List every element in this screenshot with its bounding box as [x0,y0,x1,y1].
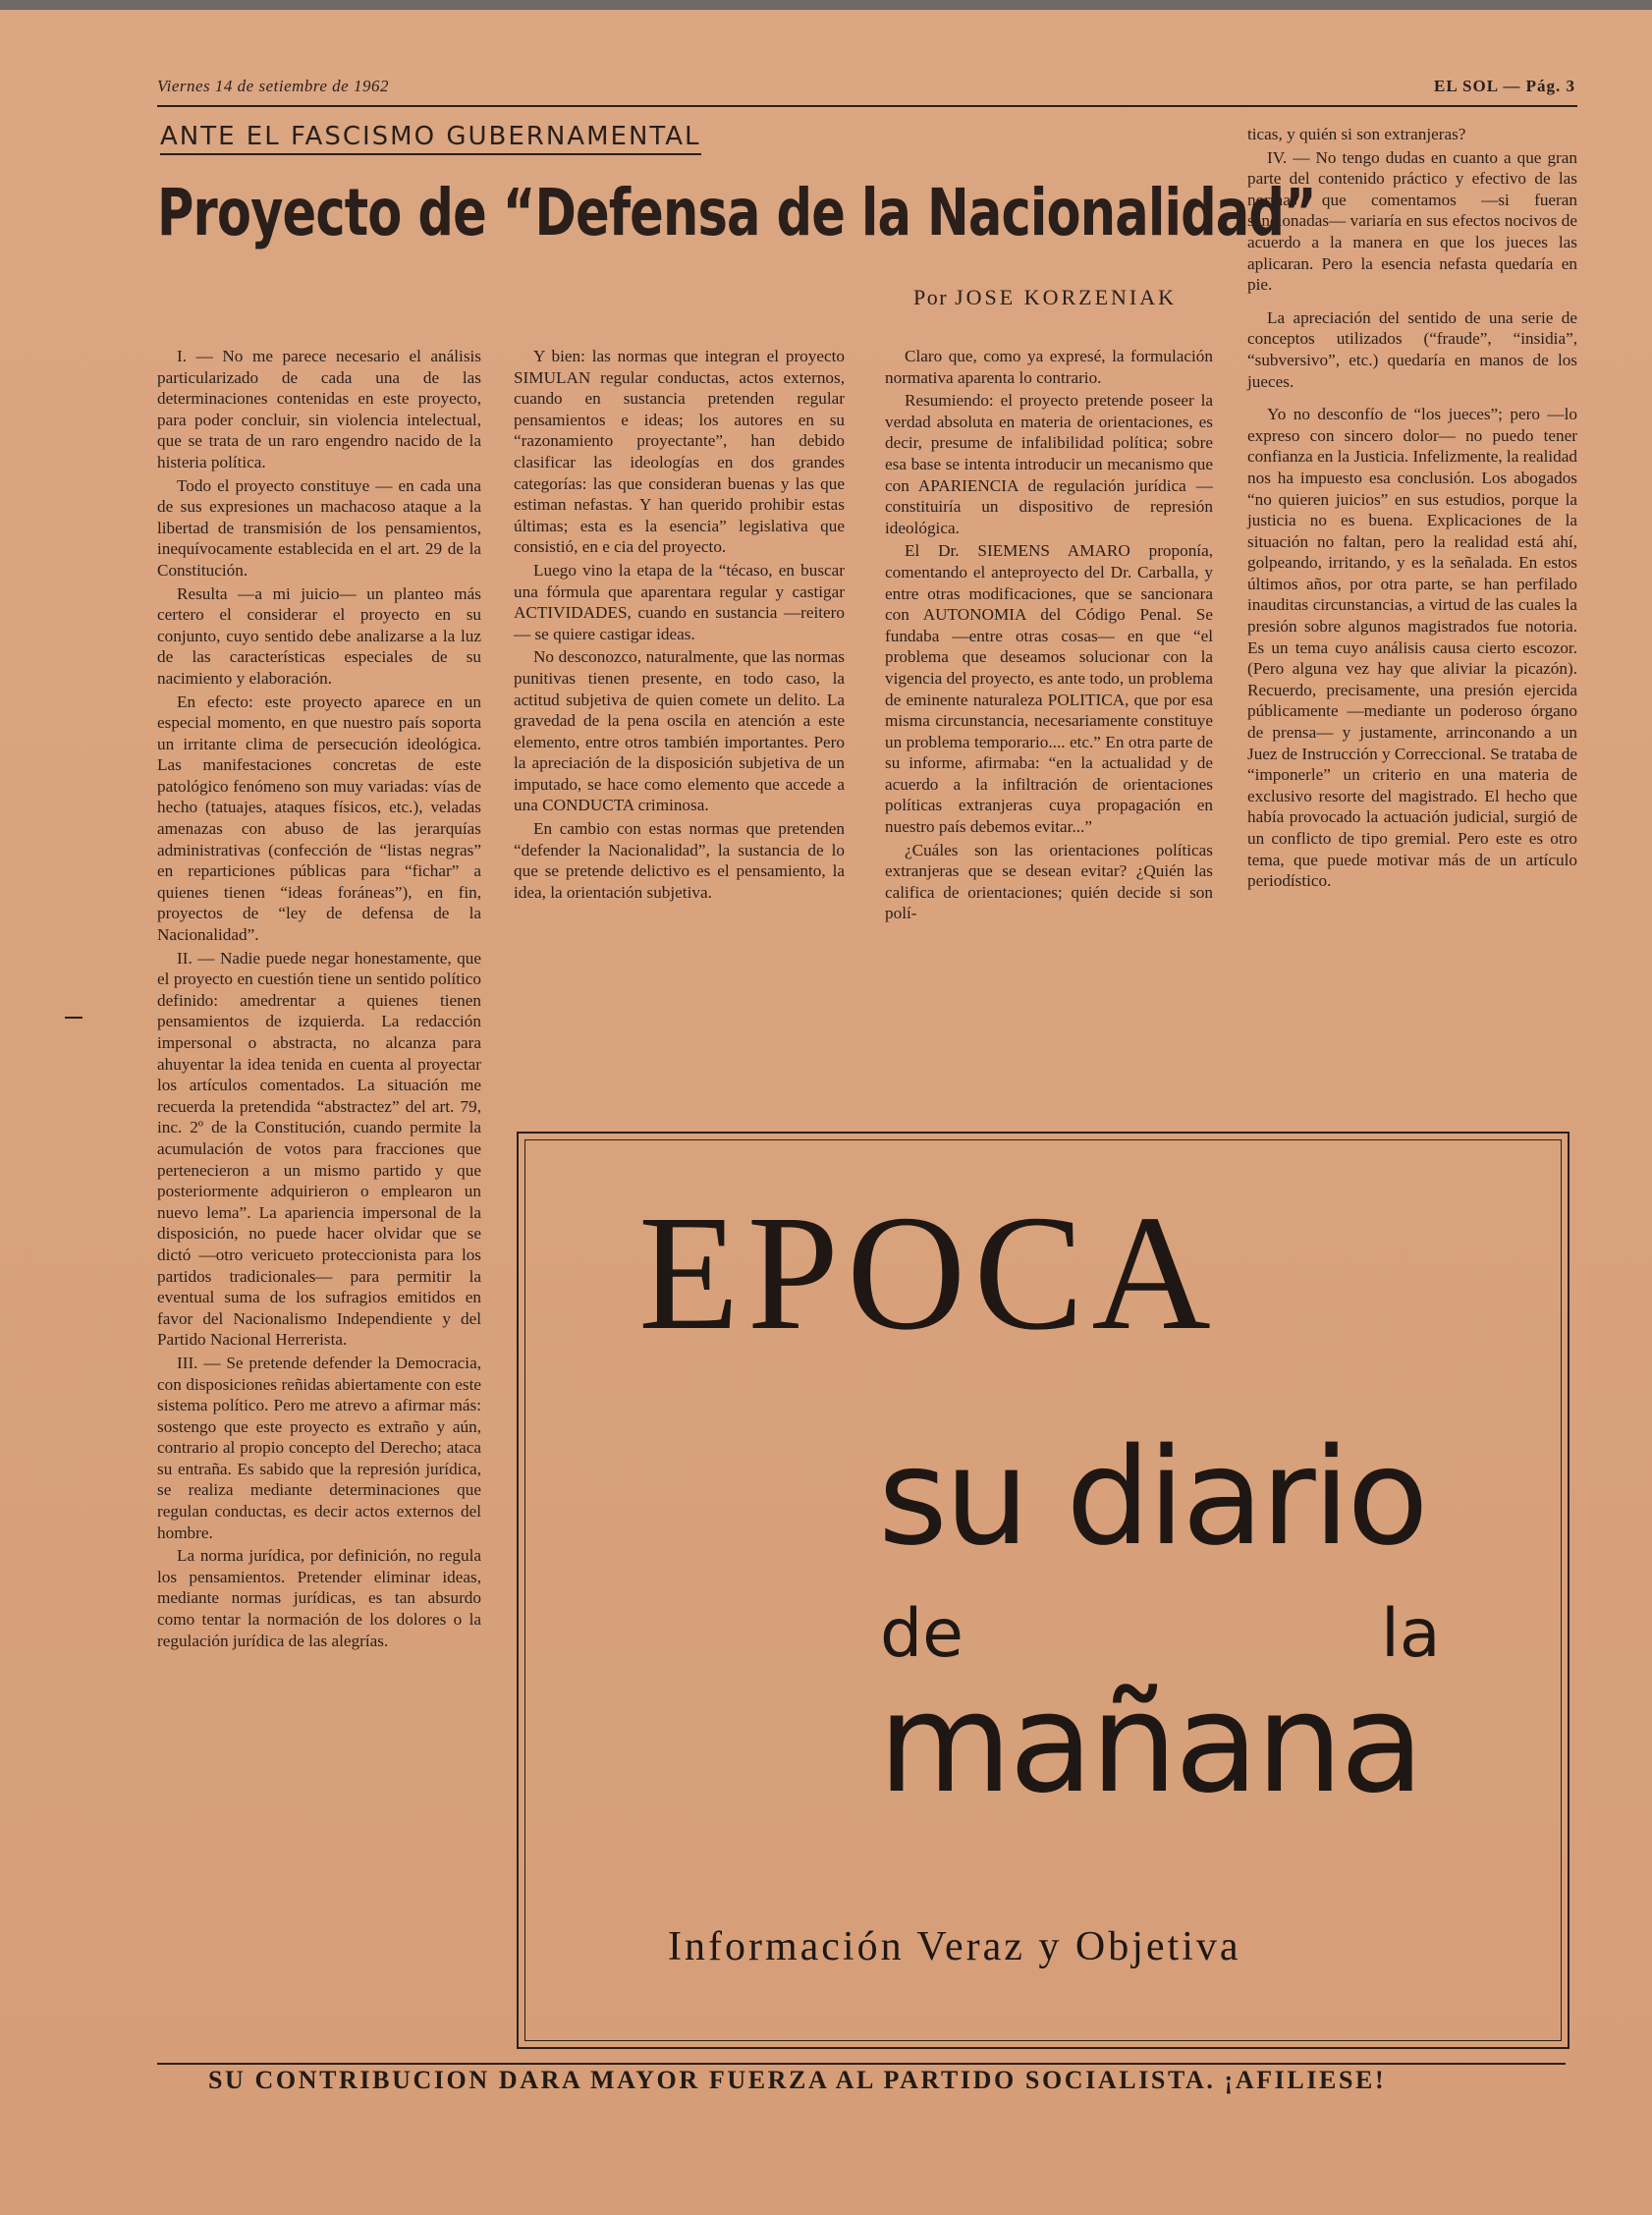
article-kicker: ANTE EL FASCISMO GUBERNAMENTAL [160,122,701,155]
epoca-advertisement [517,1132,1569,2049]
byline-author: JOSE KORZENIAK [955,285,1178,309]
ad-tagline: Información Veraz y Objetiva [668,1924,1241,1969]
paragraph: ¿Cuáles son las orientaciones políticas extranjeras que se desean evitar? ¿Quién las califica de orientaciones; quién decide si son polí- [885,840,1213,923]
margin-mark [65,1017,83,1019]
header-rule [157,105,1577,107]
article-column-1 [157,346,481,1651]
paragraph: I. — No me parece necesario el análisis particularizado de cada una de las determinaciones contenidas en este proyecto, para poder concluir, sin violencia intelectual, que se trata de un raro engendro nacido de la histeria política. [157,347,481,471]
top-edge-strip [0,0,1652,10]
footer-slogan: SU CONTRIBUCION DARA MAYOR FUERZA AL PARTIDO SOCIALISTA. ¡AFILIESE! [208,2066,1387,2094]
paragraph: II. — Nadie puede negar honestamente, que el proyecto en cuestión tiene un sentido político definido: amedrentar a quienes tienen pensamientos de izquierda. La redacción impersonal o abstracta, no alcanza para ahuyentar la idea tenida en cuenta al proyectar los artículos comentados. La situación me recuerda la pretendida “abstractez” del art. 79, inc. 2º de la Constitución, cuando permite la acumulación de votos para fracciones que pertenecieron a un mismo partido y que posteriormente adquirieron o emplearon un nuevo lema”. La apariencia impersonal de la disposición, no puede hacer olvidar que se dictó —otro vericueto proteccionista para los partidos tradicionales— para permitir la eventual suma de los sufragios emitidos en favor del Nacionalismo Independiente y del Partido Nacional Herrerista. [157,948,481,1350]
paragraph: ticas, y quién si son extranjeras? [1247,125,1466,143]
footer-rule [157,2063,1566,2065]
paragraph: La apreciación del sentido de una serie de conceptos utilizados (“fraude”, “insidia”, “subversivo”, etc.) quedaría en manos de los jueces. [1247,307,1577,391]
article-column-2 [514,346,845,903]
article-title: Proyecto de “Defensa de la Nacionalidad” [157,175,1316,250]
ad-line-de: de [880,1595,964,1673]
paragraph: Resulta —a mi juicio— un planteo más certero el considerar el proyecto en su conjunto, cuyo sentido debe analizarse a la luz de las características especiales de su nacimiento y elaboración. [157,583,481,688]
header-page-number: EL SOL — Pág. 3 [1434,77,1575,95]
paragraph: Yo no desconfío de “los jueces”; pero —lo expreso con sincero dolor— no puedo tener confianza en la Justicia. Infelizmente, la realidad nos ha impuesto esa conclusión. Los abogados “no quieren juicios” en sus estudios, porque la justicia no es buena. Explicaciones de la situación no faltan, pero la realidad está ahí, golpeando, irritando, y es la señalada. En estos últimos años, por otra parte, se han perfilado inauditas circunstancias, a virtud de las cuales la presión sobre algunos magistrados fue notoria. Es un tema cuyo análisis causa cierto escozor. (Pero alguna vez hay que aliviar la picazón). Recuerdo, precisamente, una presión ejercida públicamente —mediante un poderoso órgano de prensa— y justamente, arrinconando a un Juez de Instrucción y Correccional. Se trataba de “imponerle” un criterio en una materia de exclusivo resorte del magistrado. El hecho que había provocado la actuación judicial, surgió de un conflicto de tipo gremial. Pero este es otro tema, que puede motivar más de un artículo periodístico. [1247,405,1577,891]
paragraph: La norma jurídica, por definición, no regula los pensamientos. Pretender eliminar ideas, mediante normas jurídicas, es tan absurdo como tentar la normación de los dolores o la regulación jurídica de las alegrías. [157,1546,481,1650]
header-date: Viernes 14 de setiembre de 1962 [157,77,389,95]
ad-line-la: la [1381,1595,1441,1673]
byline-label: Por [913,285,949,309]
paragraph: Resumiendo: el proyecto pretende poseer la verdad absoluta en materia de orientaciones, es decir, presume de infalibilidad política; sobre esa base se intenta introducir un mecanismo que con APARIENCIA de regulación jurídica —constituiría un dispositivo de represión ideológica. [885,391,1213,537]
ad-brand: EPOCA [638,1182,1219,1364]
paragraph: El Dr. SIEMENS AMARO proponía, comentando el anteproyecto del Dr. Carballa, y entre otras modificaciones, que se sancionara con AUTONOMIA del Código Penal. Se fundaba —entre otras cosas— en que “el problema que deseamos solucionar con la vigencia del proyecto, es ante todo, un problema de eminente naturaleza POLITICA, que por esa misma circunstancia, necesariamente constituye un problema temporario.... etc.” En otra parte de su informe, afirmaba: “en la actualidad y de acuerdo a la infiltración de orientaciones políticas extranjeras cuya propagación en nuestro país debemos evitar...” [885,541,1213,837]
paragraph: En cambio con estas normas que pretenden “defender la Nacionalidad”, la sustancia de lo que se pretende delictivo es el pensamiento, la idea, la orientación subjetiva. [514,819,845,902]
paragraph: Y bien: las normas que integran el proyecto SIMULAN regular conductas, actos externos, cuando en sustancia pretenden regular pensamientos e ideas; los autores en su “razonamiento proyectante”, han debido clasificar las ideologías en dos grandes categorías: las que consideran buenas y las que estiman nefastas. Y han querido prohibir estas últimas; esta es la esencia” legislativa que consistió, en e cia del proyecto. [514,347,845,557]
paragraph: En efecto: este proyecto aparece en un especial momento, en que nuestro país soporta un irritante clima de persecución ideológica. Las manifestaciones concretas de este patológico fenómeno son muy variadas: vías de hecho (tatuajes, ataques físicos, etc.), veladas amenazas con abuso de las jerarquías administrativas (confección de “listas negras” en reparticiones públicas para “fichar” a quienes tienen “ideas foráneas”), en fin, proyectos de “ley de defensa de la Nacionalidad”. [157,692,481,945]
paragraph: IV. — No tengo dudas en cuanto a que gran parte del contenido práctico y efectivo de las normas que comentamos —si fueran sancionadas— variaría en sus efectos nocivos de acuerdo a la manera en que los jueces las aplicaran. Pero la esencia nefasta quedaría en pie. [1247,147,1577,295]
ad-line-manana: mañana [878,1664,1422,1824]
article-byline [913,285,1177,310]
paragraph: Luego vino la etapa de la “técaso, en buscar una fórmula que aparentara regular y castigar ACTIVIDADES, cuando en sustancia —reitero— se quiere castigar ideas. [514,560,845,643]
article-column-4 [1247,124,1577,892]
paragraph: No desconozco, naturalmente, que las normas punitivas tienen presente, en todo caso, la actitud subjetiva de quien comete un delito. La gravedad de la pena oscila en atención a este elemento, entre otros también importantes. Pero la apreciación de la disposición subjetiva de un imputado, se hace como elemento que accede a una CONDUCTA criminosa. [514,647,845,815]
paragraph: Todo el proyecto constituye — en cada una de sus expresiones un machacoso ataque a la libertad de transmisión de los pensamientos, inequívocamente establecida en el art. 29 de la Constitución. [157,475,481,580]
article-column-3 [885,346,1213,924]
paragraph: Claro que, como ya expresé, la formulación normativa aparenta lo contrario. [885,347,1213,387]
ad-line-su-diario: su diario [878,1420,1426,1576]
paragraph: III. — Se pretende defender la Democracia, con disposiciones reñidas abiertamente con este sistema político. Pero me atrevo a afirmar más: sostengo que este proyecto es extraño y aún, contrario al propio concepto del Derecho; ataca su entraña. Es sabido que la represión jurídica, se realiza mediante determinaciones que regulan conductas, es decir actos externos del hombre. [157,1353,481,1542]
